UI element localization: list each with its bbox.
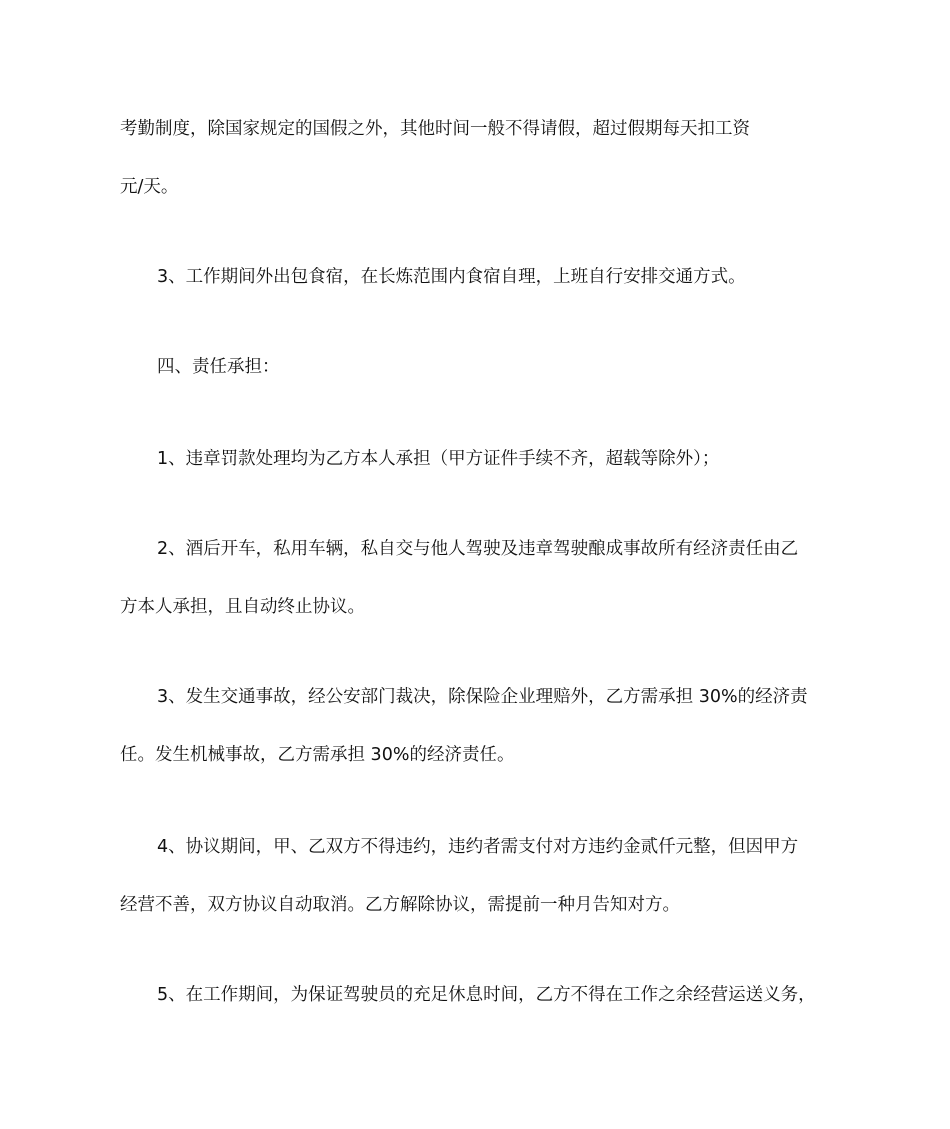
section-heading: 四、责任承担： (157, 357, 280, 377)
text-line: 元/天。 (120, 177, 179, 197)
text-line: 考勤制度，除国家规定的国假之外，其他时间一般不得请假，超过假期每天扣工资 (120, 119, 750, 139)
text-line: 任。发生机械事故，乙方需承担 30%的经济责任。 (120, 745, 515, 765)
numbered-paragraph: 1、违章罚款处理均为乙方本人承担（甲方证件手续不齐，超载等除外）； (157, 449, 720, 469)
text-line: 经营不善，双方协议自动取消。乙方解除协议，需提前一种月告知对方。 (120, 895, 680, 915)
numbered-paragraph: 2、酒后开车，私用车辆，私自交与他人驾驶及违章驾驶酿成事故所有经济责任由乙 (157, 539, 799, 559)
text-line: 方本人承担，且自动终止协议。 (120, 597, 365, 617)
numbered-paragraph: 3、发生交通事故，经公安部门裁决，除保险企业理赔外，乙方需承担 30%的经济责 (157, 687, 808, 707)
numbered-paragraph: 5、在工作期间，为保证驾驶员的充足休息时间，乙方不得在工作之余经营运送义务， (157, 985, 816, 1005)
numbered-paragraph: 3、工作期间外出包食宿，在长炼范围内食宿自理，上班自行安排交通方式。 (157, 267, 746, 287)
numbered-paragraph: 4、协议期间，甲、乙双方不得违约，违约者需支付对方违约金贰仟元整，但因甲方 (157, 837, 799, 857)
